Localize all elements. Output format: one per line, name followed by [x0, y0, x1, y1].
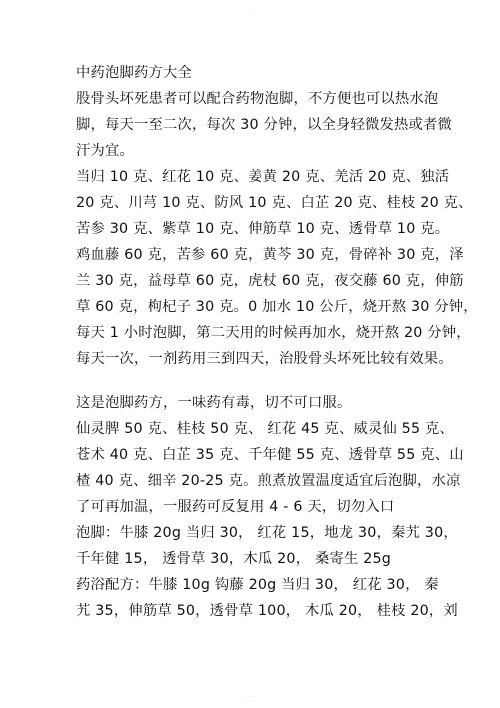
text-line: 兰 30 克，益母草 60 克，虎杖 60 克，夜交藤 60 克，伸筋: [76, 273, 464, 289]
document-body: [76, 60, 478, 624]
text-line: 泡脚：牛膝 20g 当归 30， 红花 15，地龙 30，秦艽 30，: [76, 525, 458, 541]
text-line: 草 60 克，枸杞子 30 克。0 加水 10 公斤，烧开熬 30 分钟，: [76, 299, 478, 315]
text-line: 每天一次，一剂药用三到四天，治股骨头坏死比较有效果。: [76, 351, 453, 367]
text-line: 汗为宜。: [76, 143, 134, 159]
text-line: 千年健 15， 透骨草 30，木瓜 20， 桑寄生 25g: [76, 551, 392, 567]
text-line: 楂 40 克、细辛 20-25 克。煎煮放置温度适宜后泡脚，水凉: [76, 473, 461, 489]
text-line: 艽 35，伸筋草 50，透骨草 100， 木瓜 20， 桂枝 20，刘: [76, 603, 458, 619]
text-line: 脚，每天一至二次，每次 30 分钟，以全身轻微发热或者微: [76, 117, 453, 133]
footer-watermark: · · · ·: [244, 694, 256, 700]
header-watermark: · ·: [247, 8, 253, 14]
paragraph-gap: [76, 372, 436, 390]
text-line: 20 克、川芎 10 克、防风 10 克、白芷 20 克、桂枝 20 克、: [76, 195, 473, 211]
text-line: 仙灵脾 50 克、桂枝 50 克、 红花 45 克、威灵仙 55 克、: [76, 421, 455, 437]
text-line: 鸡血藤 60 克，苦参 60 克，黄芩 30 克，骨碎补 30 克，泽: [76, 247, 464, 263]
text-line: 这是泡脚药方，一味药有毒，切不可口服。: [76, 395, 352, 411]
text-line: 药浴配方：牛膝 10g 钩藤 20g 当归 30， 红花 30， 秦: [76, 577, 439, 593]
document-title: 中药泡脚药方大全: [76, 65, 192, 81]
text-line: 了可再加温，一服药可反复用 4 - 6 天，切勿入口: [76, 499, 395, 515]
text-line: 股骨头坏死患者可以配合药物泡脚，不方便也可以热水泡: [76, 91, 439, 107]
text-line: 每天 1 小时泡脚，第二天用的时候再加水，烧开熬 20 分钟，: [76, 325, 471, 341]
text-line: 苦参 30 克、紫草 10 克、伸筋草 10 克、透骨草 10 克。: [76, 221, 450, 237]
text-line: 苍术 40 克、白芷 35 克、千年健 55 克、透骨草 55 克、山: [76, 447, 464, 463]
text-line: 当归 10 克、红花 10 克、姜黄 20 克、羌活 20 克、独活: [76, 169, 450, 185]
